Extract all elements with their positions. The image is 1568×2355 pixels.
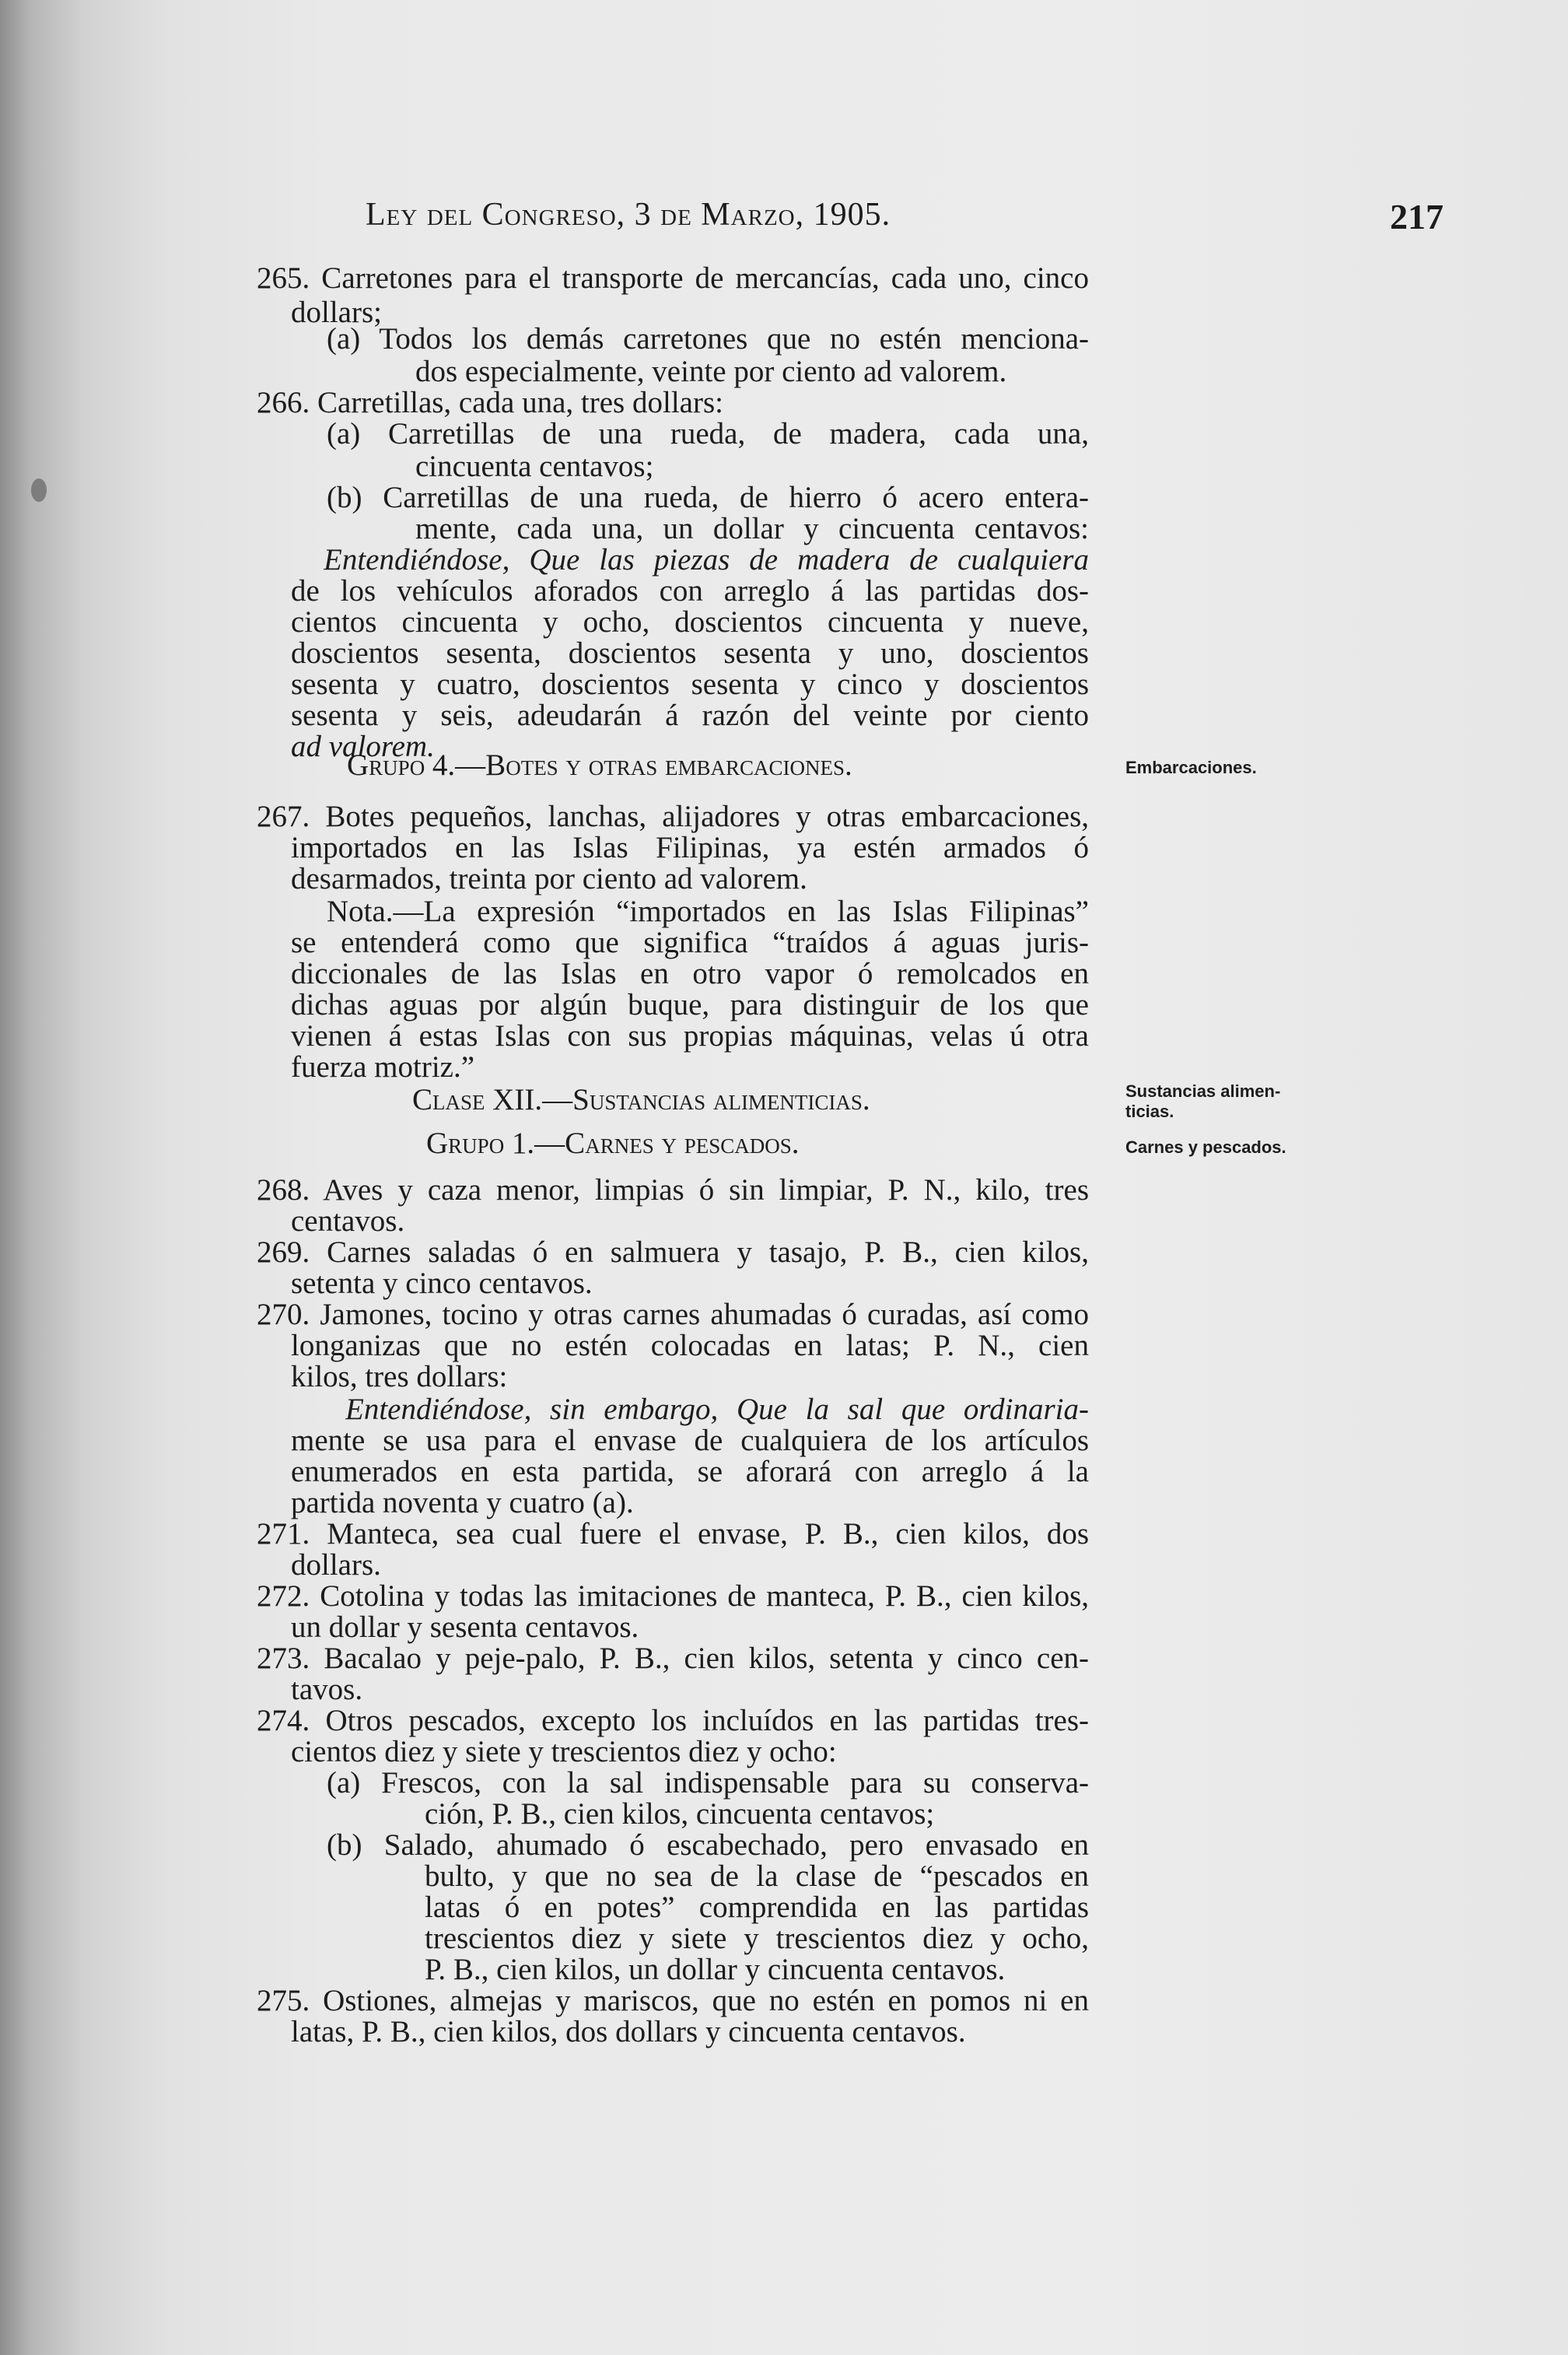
- text-line: 272. Cotolina y todas las imitaciones de manteca, P. B., cien kilos,: [257, 1579, 1089, 1613]
- text-line: cincuenta centavos;: [415, 450, 654, 483]
- text-line: 273. Bacalao y peje-palo, P. B., cien kilos, setenta y cinco cen-: [257, 1642, 1089, 1675]
- text-line: (a) Todos los demás carretones que no estén menciona-: [327, 322, 1089, 356]
- text-line: Entendiéndose, sin embargo, Que la sal que ordinaria-: [345, 1393, 1089, 1426]
- text-line: desarmados, treinta por ciento ad valorem.: [291, 862, 807, 895]
- text-line: P. B., cien kilos, un dollar y cincuenta centavos.: [425, 1953, 1006, 1986]
- text-line: vienen á estas Islas con sus propias máquinas, velas ú otra: [291, 1019, 1089, 1053]
- text-line: longanizas que no estén colocadas en latas; P. N., cien: [291, 1329, 1089, 1362]
- margin-note: Embarcaciones.: [1125, 758, 1257, 777]
- text-line: de los vehículos aforados con arreglo á las partidas dos-: [291, 574, 1089, 608]
- text-line: Entendiéndose, Que las piezas de madera de cualquiera: [324, 543, 1089, 576]
- text-line: centavos.: [291, 1204, 405, 1238]
- text-line: latas ó en potes” comprendida en las partidas: [425, 1891, 1089, 1924]
- text-line: mente se usa para el envase de cualquiera de los artículos: [291, 1424, 1089, 1457]
- text-line: 267. Botes pequeños, lanchas, alijadores y otras embarcaciones,: [257, 800, 1089, 833]
- text-line: partida noventa y cuatro (a).: [291, 1486, 634, 1519]
- ink-blot: [31, 478, 47, 502]
- text-line: 270. Jamones, tocino y otras carnes ahumadas ó curadas, así como: [257, 1298, 1089, 1331]
- text-line: dos especialmente, veinte por ciento ad valorem.: [415, 355, 1007, 388]
- page-number: 217: [1390, 197, 1444, 237]
- text-line: setenta y cinco centavos.: [291, 1267, 593, 1300]
- section-heading: Clase XII.—Sustancias alimenticias.: [412, 1083, 870, 1116]
- text-line: tavos.: [291, 1673, 363, 1706]
- text-line: latas, P. B., cien kilos, dos dollars y cincuenta centavos.: [291, 2015, 966, 2048]
- text-line: mente, cada una, un dollar y cincuenta centavos:: [415, 512, 1089, 545]
- text-line: diccionales de las Islas en otro vapor ó remolcados en: [291, 957, 1089, 990]
- text-line: 265. Carretones para el transporte de mercancías, cada uno, cinco: [257, 261, 1089, 295]
- text-line: un dollar y sesenta centavos.: [291, 1610, 639, 1644]
- text-line: (a) Frescos, con la sal indispensable para su conserva-: [327, 1766, 1089, 1800]
- text-line: trescientos diez y siete y trescientos diez y ocho,: [425, 1922, 1089, 1955]
- text-line: 269. Carnes saladas ó en salmuera y tasajo, P. B., cien kilos,: [257, 1235, 1089, 1269]
- section-heading: Grupo 1.—Carnes y pescados.: [426, 1127, 800, 1160]
- text-line: importados en las Islas Filipinas, ya estén armados ó: [291, 831, 1089, 864]
- text-line: dollars.: [291, 1548, 381, 1582]
- text-line: cientos cincuenta y ocho, doscientos cincuenta y nueve,: [291, 605, 1089, 639]
- text-line: dollars;: [291, 296, 382, 329]
- text-line: 271. Manteca, sea cual fuere el envase, P. B., cien kilos, dos: [257, 1517, 1089, 1551]
- text-line: bulto, y que no sea de la clase de “pescados en: [425, 1859, 1089, 1893]
- text-line: cientos diez y siete y trescientos diez y ocho:: [291, 1735, 837, 1768]
- text-line: (b) Salado, ahumado ó escabechado, pero envasado en: [327, 1828, 1089, 1862]
- margin-note: ticias.: [1125, 1102, 1174, 1121]
- text-line: se entenderá como que significa “traídos á aguas juris-: [291, 926, 1089, 959]
- text-line: (a) Carretillas de una rueda, de madera, cada una,: [327, 417, 1089, 450]
- text-line: enumerados en esta partida, se aforará con arreglo á la: [291, 1455, 1089, 1488]
- text-line: 274. Otros pescados, excepto los incluídos en las partidas tres-: [257, 1704, 1089, 1737]
- section-heading: Grupo 4.—Botes y otras embarcaciones.: [347, 748, 852, 782]
- text-line: Nota.—La expresión “importados en las Islas Filipinas”: [327, 895, 1089, 928]
- text-line: ad valorem.: [291, 730, 435, 763]
- running-header: Ley del Congreso, 3 de Marzo, 1905.: [366, 197, 891, 233]
- text-line: 266. Carretillas, cada una, tres dollars:: [257, 386, 723, 419]
- margin-note: Carnes y pescados.: [1125, 1137, 1286, 1157]
- text-line: sesenta y cuatro, doscientos sesenta y cinco y doscientos: [291, 668, 1089, 701]
- text-line: doscientos sesenta, doscientos sesenta y uno, doscientos: [291, 636, 1089, 670]
- text-line: kilos, tres dollars:: [291, 1360, 508, 1393]
- text-line: (b) Carretillas de una rueda, de hierro ó acero entera-: [327, 481, 1089, 514]
- text-line: ción, P. B., cien kilos, cincuenta centavos;: [425, 1797, 935, 1831]
- text-line: dichas aguas por algún buque, para distinguir de los que: [291, 988, 1089, 1022]
- text-line: 275. Ostiones, almejas y mariscos, que no estén en pomos ni en: [257, 1984, 1089, 2017]
- text-line: fuerza motriz.”: [291, 1050, 475, 1084]
- margin-note: Sustancias alimen-: [1125, 1081, 1281, 1101]
- text-line: sesenta y seis, adeudarán á razón del veinte por ciento: [291, 699, 1089, 732]
- text-line: 268. Aves y caza menor, limpias ó sin limpiar, P. N., kilo, tres: [257, 1173, 1089, 1207]
